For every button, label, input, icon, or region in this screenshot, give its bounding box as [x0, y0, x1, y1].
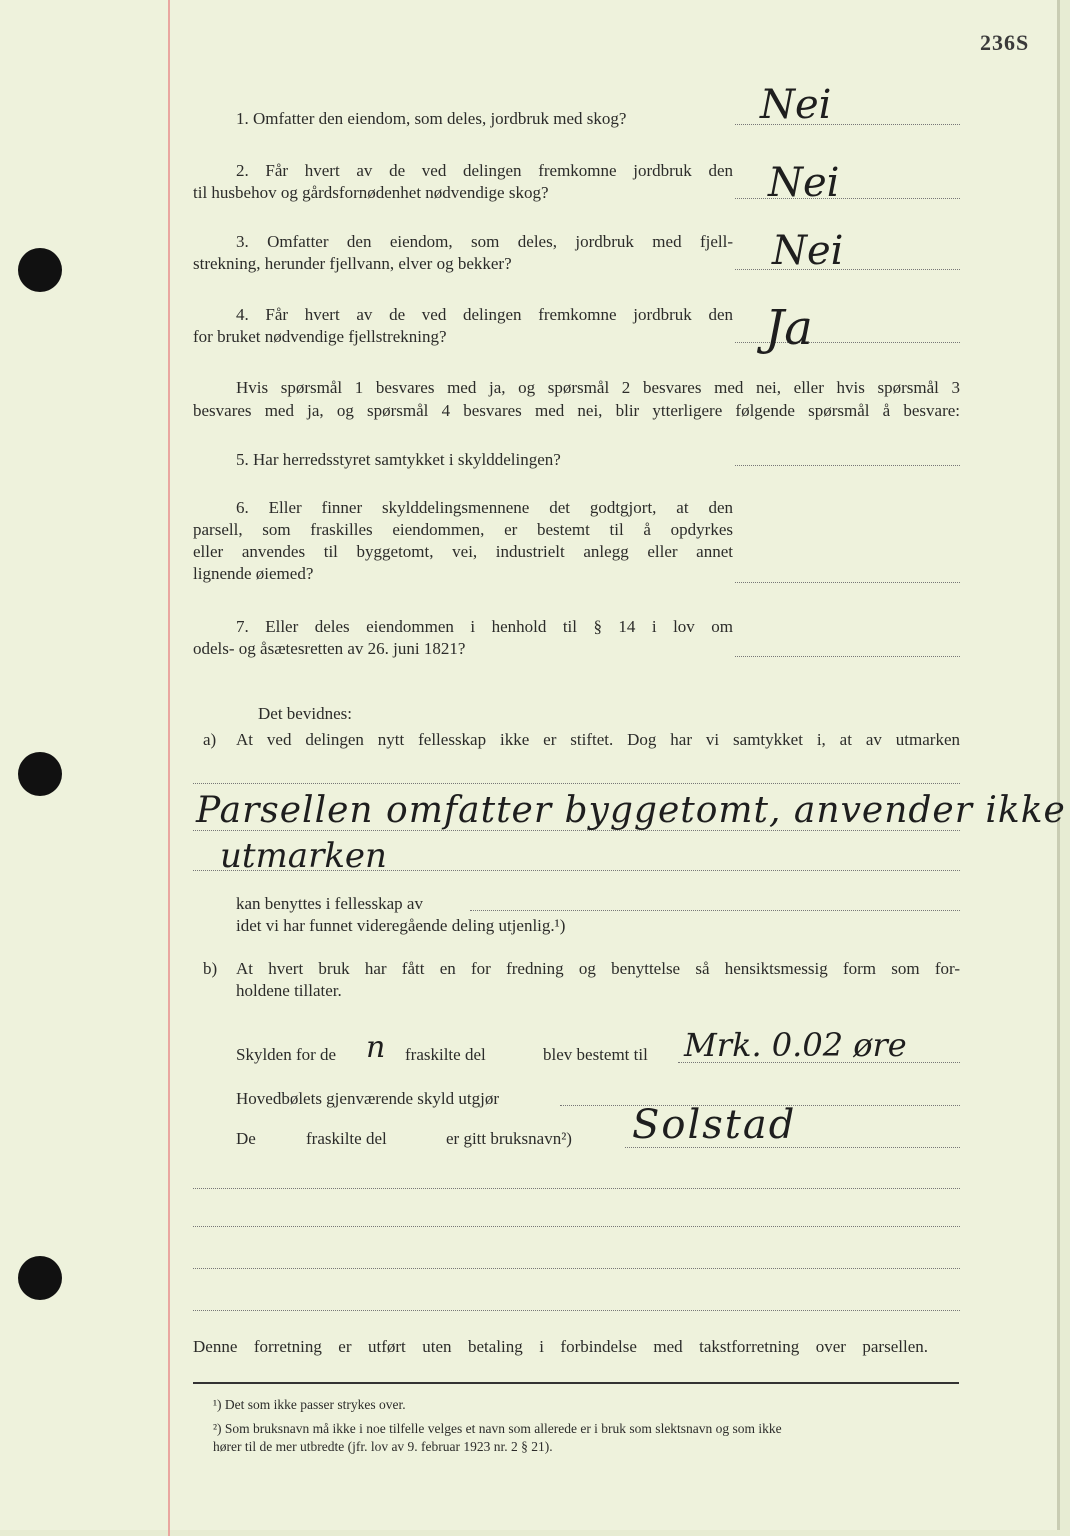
fraskilte-del-label: fraskilte del [306, 1129, 387, 1148]
question-6-line3: eller anvendes til byggetomt, vei, industrielt anlegg eller annet [193, 542, 733, 561]
question-2-line1: 2. Får hvert av de ved delingen fremkomne jordbruk den [236, 161, 733, 180]
footnote-2-line2: hører til de mer utbredte (jfr. lov av 9. februar 1923 nr. 2 § 21). [213, 1439, 553, 1454]
skyld-de-handwritten: n [366, 1030, 386, 1065]
page-number: 236S [980, 30, 1030, 55]
punch-hole [18, 752, 62, 796]
question-3-line1: 3. Omfatter den eiendom, som deles, jordbruk med fjell- [236, 232, 733, 251]
skyld-bestemt: blev bestemt til [543, 1045, 648, 1064]
bevidnes-b-line1: At hvert bruk har fått en for fredning og benyttelse så hensiktsmessig form som for- [236, 959, 960, 978]
margin-line [168, 0, 170, 1536]
answer-line-3 [735, 269, 960, 270]
punch-hole [18, 1256, 62, 1300]
bevidnes-a-text: At ved delingen nytt fellesskap ikke er stiftet. Dog har vi samtykket i, at av utmarken [236, 730, 960, 749]
answer-line-5 [735, 465, 960, 466]
bevidnes-heading: Det bevidnes: [258, 704, 352, 723]
question-1: 1. Omfatter den eiendom, som deles, jordbruk med skog? [236, 109, 627, 128]
question-3-line2: strekning, herunder fjellvann, elver og bekker? [193, 254, 512, 273]
handwritten-line-1: Parsellen omfatter byggetomt, anvender ikke [196, 790, 1066, 831]
bruksnavn-label: er gitt bruksnavn²) [446, 1129, 572, 1148]
skyld-fraskilte: fraskilte del [405, 1045, 486, 1064]
de-label: De [236, 1129, 256, 1148]
answer-3-handwritten: Nei [772, 228, 844, 274]
answer-line-6 [735, 582, 960, 583]
question-5: 5. Har herredsstyret samtykket i skylddelingen? [236, 450, 561, 469]
question-7-line2: odels- og åsætesretten av 26. juni 1821? [193, 639, 466, 658]
bruksnavn-handwritten: Solstad [632, 1102, 797, 1148]
punch-hole [18, 248, 62, 292]
skyld-label: Skylden for de [236, 1045, 337, 1064]
bevidnes-b-line2: holdene tillater. [236, 981, 342, 1000]
write-line [193, 870, 960, 871]
write-line [193, 783, 960, 784]
blank-line [193, 1310, 960, 1311]
hovedbol-label: Hovedbølets gjenværende skyld utgjør [236, 1089, 499, 1108]
fellesskap-text: kan benyttes i fellesskap av [236, 894, 423, 913]
skyld-value-handwritten: Mrk. 0.02 øre [684, 1026, 907, 1064]
instruction-line1: Hvis spørsmål 1 besvares med ja, og spørsmål 2 besvares med nei, eller hvis spørsmål 3 [236, 378, 960, 397]
blank-line [193, 1226, 960, 1227]
question-6-line1: 6. Eller finner skylddelingsmennene det godtgjort, at den [236, 498, 733, 517]
question-4-line1: 4. Får hvert av de ved delingen fremkomne jordbruk den [236, 305, 733, 324]
footnote-rule [193, 1382, 959, 1384]
question-4-line2: for bruket nødvendige fjellstrekning? [193, 327, 447, 346]
answer-4-handwritten: Ja [765, 300, 813, 356]
footnote-1: ¹) Det som ikke passer strykes over. [213, 1397, 406, 1412]
question-7-line1: 7. Eller deles eiendommen i henhold til § 14 i lov om [236, 617, 733, 636]
question-6-line2: parsell, som fraskilles eiendommen, er bestemt til å opdyrkes [193, 520, 733, 539]
blank-line [193, 1188, 960, 1189]
blank-line [193, 1268, 960, 1269]
utjenlig-text: idet vi har funnet videregående deling utjenlig.¹) [236, 916, 566, 935]
footnote-2-line1: ²) Som bruksnavn må ikke i noe tilfelle velges et navn som allerede er i bruk som slektsnavn og som ikke [213, 1421, 782, 1436]
instruction-line2: besvares med ja, og spørsmål 4 besvares med nei, blir ytterligere følgende spørsmål å besvare: [193, 401, 960, 420]
answer-1-handwritten: Nei [760, 82, 832, 128]
write-line [193, 830, 960, 831]
answer-2-handwritten: Nei [768, 160, 840, 206]
fellesskap-line [470, 910, 960, 911]
answer-line-7 [735, 656, 960, 657]
question-6-line4: lignende øiemed? [193, 564, 314, 583]
question-2-line2: til husbehov og gårdsfornødenhet nødvendige skog? [193, 183, 549, 202]
bevidnes-a-label: a) [203, 730, 217, 749]
closing-statement: Denne forretning er utført uten betaling i forbindelse med takstforretning over parsellen. [193, 1337, 928, 1356]
bevidnes-b-label: b) [203, 959, 218, 978]
handwritten-line-2: utmarken [220, 836, 387, 876]
